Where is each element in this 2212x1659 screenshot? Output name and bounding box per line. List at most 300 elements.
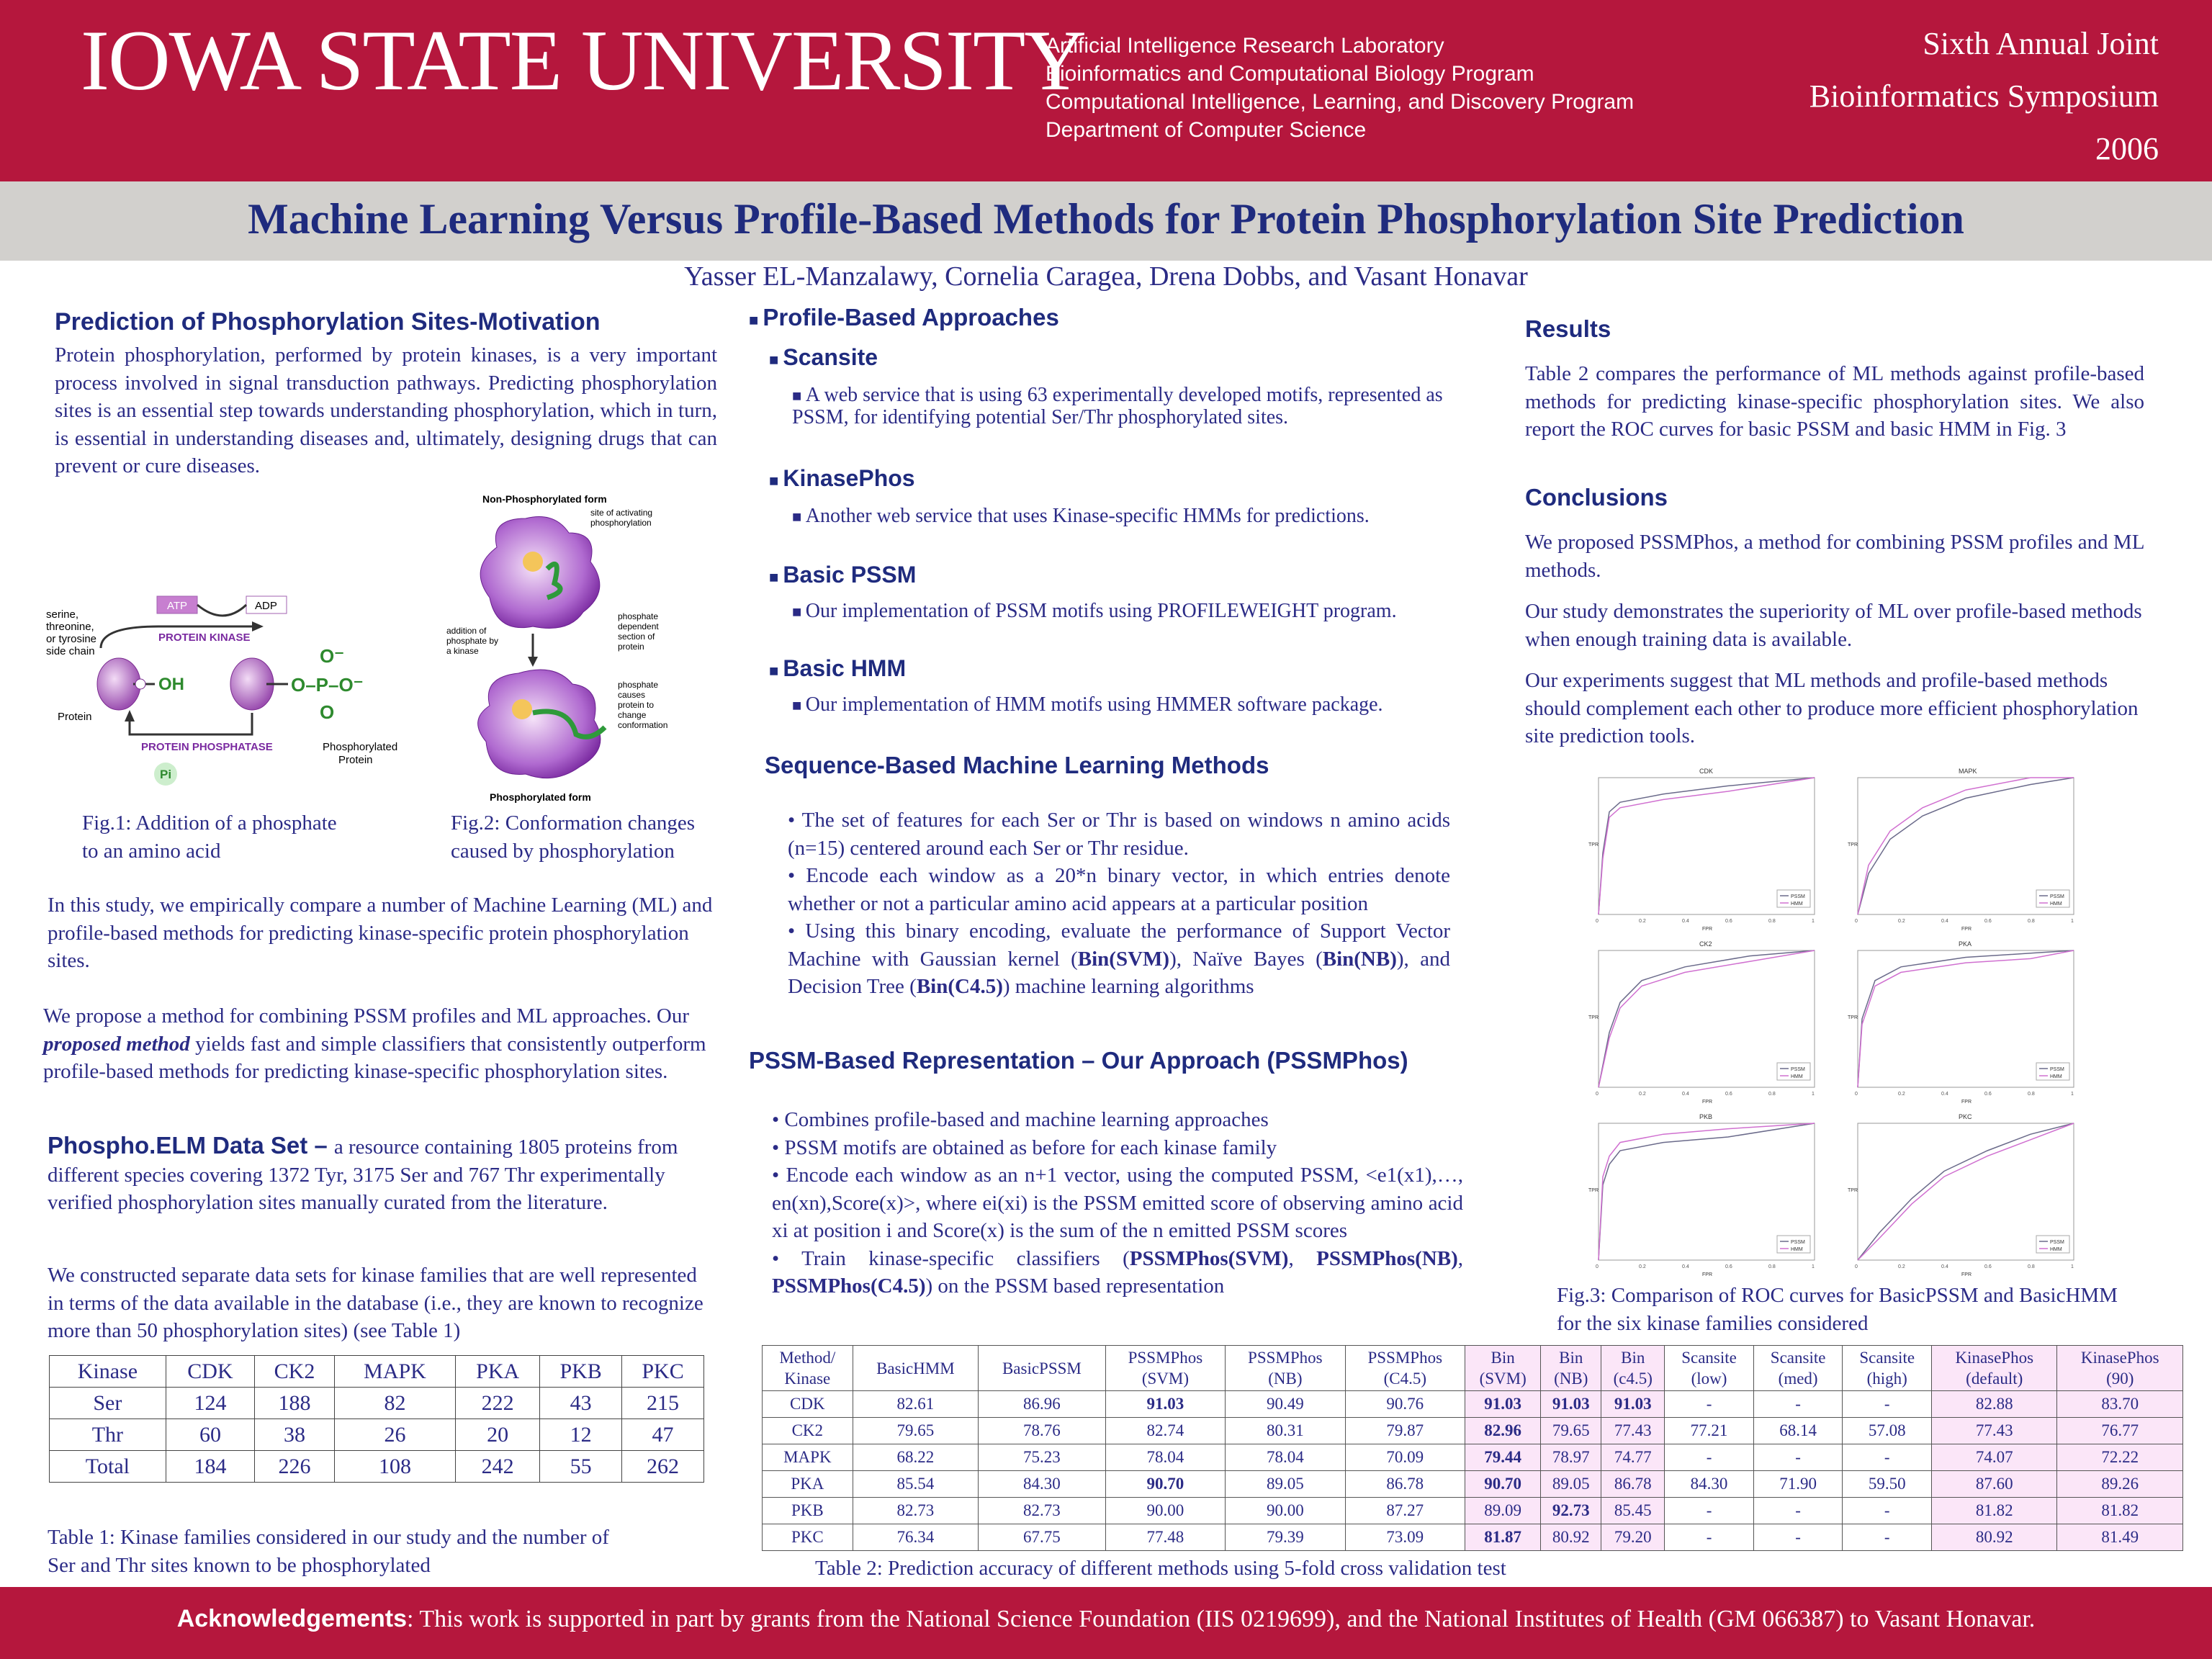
table1-caption (48, 1524, 609, 1579)
table-cell: 82.73 (979, 1498, 1106, 1524)
bullet-icon: ■ (769, 662, 783, 680)
bullet-text: ), Naïve Bayes ( (1169, 947, 1323, 971)
roc-x-label: FPR (1961, 1100, 1972, 1105)
roc-x-tick: 0.6 (1984, 919, 1992, 924)
roc-x-tick: 0.8 (2028, 1264, 2035, 1269)
roc-x-tick: 0.4 (1682, 1092, 1689, 1097)
proposal-text (43, 1002, 727, 1086)
table-cell: - (1665, 1524, 1754, 1551)
table-header: MAPK (334, 1356, 455, 1388)
table-row (763, 1498, 2183, 1524)
adp-label: ADP (255, 600, 277, 612)
table-cell: 80.92 (1932, 1524, 2057, 1551)
basic-pssm-heading (769, 562, 916, 588)
affiliation: Artificial Intelligence Research Laboratory (1046, 34, 1444, 58)
header-line: Scansite (1770, 1349, 1826, 1367)
proposal-part: yields fast and simple classifiers that consistently outperform profile-based methods for predicting kinase-specific phosphorylation sites. (43, 1032, 706, 1083)
roc-legend-label: PSSM (2050, 1067, 2064, 1072)
roc-legend-label: PSSM (1791, 1067, 1805, 1072)
table-cell: 81.87 (1465, 1524, 1541, 1551)
profile-based-heading (749, 304, 1059, 331)
bullet-text: Our implementation of PSSM motifs using PROFILEWEIGHT program. (805, 600, 1397, 622)
roc-x-tick: 1 (2071, 1092, 2074, 1097)
table-cell: 84.30 (1665, 1471, 1754, 1498)
table-cell: 188 (255, 1388, 335, 1419)
addition-label: addition of phosphate by a kinase (446, 626, 499, 656)
bullet-item: • Train kinase-specific classifiers (PSSMPhos(SVM), PSSMPhos(NB), PSSMPhos(C4.5)) on the PSSM based representation (772, 1246, 1463, 1298)
ack-label: Acknowledgements (176, 1605, 408, 1632)
header-line: Scansite (1859, 1349, 1915, 1367)
header-line: Kinase (784, 1370, 831, 1388)
bullet-text: A web service that is using 63 experimentally developed motifs, represented as PSSM, for identifying potential Ser/Thr phosphorylated sites. (792, 384, 1443, 428)
table-cell: 90.00 (1105, 1498, 1225, 1524)
table-cell: 242 (456, 1451, 540, 1483)
bullet-text: PSSM motifs are obtained as before for each kinase family (784, 1136, 1277, 1159)
roc-y-label: TPR (1588, 842, 1599, 848)
table-cell: 71.90 (1753, 1471, 1843, 1498)
roc-x-tick: 1 (1812, 1264, 1815, 1269)
table-cell: - (1753, 1524, 1843, 1551)
method-name: Bin(C4.5) (916, 975, 1003, 998)
table-cell: 86.78 (1601, 1471, 1665, 1498)
table-header (1932, 1346, 2057, 1391)
table-cell: Thr (50, 1419, 166, 1451)
lab-affiliations (1046, 32, 1634, 144)
roc-x-tick: 0.6 (1984, 1264, 1992, 1269)
roc-x-tick: 0.4 (1682, 1264, 1689, 1269)
bullet-icon: ■ (769, 351, 783, 369)
table-header (1753, 1346, 1843, 1391)
kinasephos-text (792, 505, 1455, 528)
header-line: KinasePhos (1955, 1349, 2034, 1367)
table-cell: PKA (763, 1471, 853, 1498)
table-cell: 77.43 (1601, 1418, 1665, 1444)
table-cell: - (1665, 1391, 1754, 1418)
roc-legend-label: HMM (1791, 902, 1803, 907)
table-cell: 82.88 (1932, 1391, 2057, 1418)
heading-text: Profile-Based Approaches (763, 304, 1059, 331)
table-cell: 81.49 (2057, 1524, 2183, 1551)
motivation-text: Protein phosphorylation, performed by protein kinases, is a very important process involved in signal transduction pathways. Predicting phosphorylation sites is an essential step towards understanding phosphorylation, which in turn, is essential in understanding diseases and, ultimately, designing drugs that can prevent or cure diseases. (55, 343, 717, 477)
table-cell: 79.65 (1541, 1418, 1601, 1444)
bullet-item: • PSSM motifs are obtained as before for each kinase family (772, 1136, 1277, 1159)
roc-x-tick: 1 (2071, 1264, 2074, 1269)
phosphate-group: O–P–O⁻ (291, 674, 364, 696)
site-label: site of activating phosphorylation (590, 508, 653, 528)
roc-legend-label: PSSM (2050, 894, 2064, 899)
bullet-item: • The set of features for each Ser or Thr is based on windows n amino acids (n=15) centered around each Ser or Thr residue. (788, 809, 1450, 860)
table-cell: 43 (540, 1388, 622, 1419)
table-cell: 78.97 (1541, 1444, 1601, 1471)
roc-x-label: FPR (1702, 1100, 1712, 1105)
sequence-ml-bullets (788, 806, 1450, 1001)
roc-panel-title: CK2 (1699, 940, 1712, 948)
table-cell: 76.34 (853, 1524, 978, 1551)
table-cell: 85.54 (853, 1471, 978, 1498)
table-cell: 124 (166, 1388, 254, 1419)
header-line: (SVM) (1479, 1370, 1527, 1388)
roc-x-tick: 0.2 (1898, 919, 1905, 924)
table-header-row (763, 1346, 2183, 1391)
table-cell: MAPK (763, 1444, 853, 1471)
header-line: BasicPSSM (1002, 1359, 1082, 1377)
roc-panel-title: PKA (1959, 940, 1972, 948)
caption-line: for the six kinase families considered (1557, 1311, 1869, 1335)
table-cell: - (1843, 1444, 1932, 1471)
roc-x-tick: 0.2 (1898, 1092, 1905, 1097)
university-logo: IOWA STATE UNIVERSITY (81, 12, 1085, 108)
table-header (1345, 1346, 1465, 1391)
table-cell: 90.00 (1226, 1498, 1345, 1524)
table-cell: CK2 (763, 1418, 853, 1444)
table-cell: 86.78 (1345, 1471, 1465, 1498)
ack-text: : This work is supported in part by grants from the National Science Foundation (IIS 0219699), and the National Institutes of Health (GM 066387) to Vasant Honavar. (407, 1606, 2036, 1632)
table-cell: 78.04 (1105, 1444, 1225, 1471)
poster-title: Machine Learning Versus Profile-Based Methods for Protein Phosphorylation Site Prediction (248, 195, 1964, 243)
bullet-text: Another web service that uses Kinase-specific HMMs for predictions. (805, 505, 1370, 527)
roc-x-tick: 0.8 (2028, 919, 2035, 924)
table-cell: 89.09 (1465, 1498, 1541, 1524)
roc-x-tick: 0.2 (1639, 1092, 1646, 1097)
caption-line: Ser and Thr sites known to be phosphorylated (48, 1553, 431, 1577)
table-cell: 55 (540, 1451, 622, 1483)
roc-x-tick: 0.8 (1768, 919, 1776, 924)
roc-x-tick: 0 (1855, 1092, 1858, 1097)
roc-x-label: FPR (1702, 927, 1712, 932)
table-cell: 78.76 (979, 1418, 1106, 1444)
bullet-item: • Combines profile-based and machine learning approaches (772, 1108, 1269, 1131)
study-text: In this study, we empirically compare a number of Machine Learning (ML) and profile-based methods for predicting kinase-specific protein phosphorylation sites. (48, 894, 713, 972)
kinase-families-table (49, 1355, 704, 1483)
roc-x-tick: 0.6 (1725, 1264, 1732, 1269)
method-name: PSSMPhos(SVM) (1129, 1246, 1289, 1270)
header-line: (low) (1691, 1370, 1727, 1388)
roc-x-tick: 0.4 (1941, 1092, 1948, 1097)
pssmphos-bullets (772, 1106, 1463, 1300)
bullet-icon: ■ (792, 387, 806, 405)
method-name: PSSMPhos(C4.5) (772, 1274, 926, 1298)
header-line: Bin (1559, 1349, 1583, 1367)
header-line: Bin (1621, 1349, 1645, 1367)
table-cell: 92.73 (1541, 1498, 1601, 1524)
table2-caption: Table 2: Prediction accuracy of different methods using 5-fold cross validation test (815, 1557, 1506, 1580)
results-heading: Results (1525, 315, 1611, 342)
table-cell: 82.61 (853, 1391, 978, 1418)
caption-line: Fig.1: Addition of a phosphate (82, 811, 337, 835)
proposal-emphasis: proposed method (43, 1032, 190, 1056)
phospho-elm-text (48, 1132, 717, 1217)
roc-y-label: TPR (1848, 1015, 1858, 1020)
nonphosphorylated-label: Non-Phosphorylated form (482, 493, 607, 505)
header-line: (c4.5) (1613, 1370, 1653, 1388)
roc-x-tick: 0.8 (2028, 1092, 2035, 1097)
phosphatase-label: PROTEIN PHOSPHATASE (141, 741, 273, 753)
header-line: (90) (2106, 1370, 2134, 1388)
fig2-caption (451, 809, 695, 865)
table-cell: 90.70 (1105, 1471, 1225, 1498)
table-header (853, 1346, 978, 1391)
table-cell: 215 (622, 1388, 704, 1419)
bullet-icon: ■ (792, 508, 806, 526)
table-cell: CDK (763, 1391, 853, 1418)
table-cell: - (1843, 1498, 1932, 1524)
symposium-year: 2006 (2095, 131, 2159, 166)
table-header (1541, 1346, 1601, 1391)
heading-text: Basic HMM (783, 655, 907, 681)
table-cell: 82 (334, 1388, 455, 1419)
table-cell: 68.22 (853, 1444, 978, 1471)
header-line: Method/ (779, 1349, 836, 1367)
table-cell: 74.07 (1932, 1444, 2057, 1471)
table-row (763, 1391, 2183, 1418)
roc-x-label: FPR (1961, 1272, 1972, 1277)
pssmphos-heading: PSSM-Based Representation – Our Approach (PSSMPhos) (749, 1047, 1408, 1074)
affiliation: Department of Computer Science (1046, 118, 1367, 142)
bullet-text: Encode each window as a 20*n binary vector, in which entries denote whether or not a particular amino acid appears at a particular position (788, 864, 1450, 915)
table-cell: 81.82 (2057, 1498, 2183, 1524)
table-cell: 82.73 (853, 1498, 978, 1524)
symposium-line: Sixth Annual Joint (1923, 26, 2159, 61)
caption-line: Fig.2: Conformation changes (451, 811, 696, 835)
bullet-text: ) machine learning algorithms (1002, 975, 1254, 998)
roc-x-tick: 0.4 (1941, 919, 1948, 924)
table-row (763, 1524, 2183, 1551)
conclusion-paragraph: Our study demonstrates the superiority of ML over profile-based methods when enough training data is available. (1525, 600, 2142, 651)
table-cell: - (1665, 1498, 1754, 1524)
bullet-text: Encode each window as an n+1 vector, using the computed PSSM, <e1(x1),…, en(xn),Score(x)>, where ei(xi) is the PSSM emitted score of observing amino acid xi at position i and Score(x) is the sum of the n emitted PSSM scores (772, 1164, 1463, 1242)
method-name: Bin(NB) (1322, 947, 1397, 971)
bullet-icon: ■ (749, 311, 763, 329)
table-cell: 77.48 (1105, 1524, 1225, 1551)
side-chain-label: serine, threonine, or tyrosine side chain (46, 608, 97, 657)
table-cell: - (1753, 1498, 1843, 1524)
table-cell: 89.26 (2057, 1471, 2183, 1498)
table-cell: 82.96 (1465, 1418, 1541, 1444)
header-line: BasicHMM (876, 1359, 955, 1377)
oh-label: OH (158, 675, 184, 694)
table-cell: PKB (763, 1498, 853, 1524)
acknowledgements (0, 1605, 2212, 1633)
table-cell: 38 (255, 1419, 335, 1451)
results-text: Table 2 compares the performance of ML methods against profile-based methods for predicting kinase-specific phosphorylation sites. We also report the ROC curves for basic PSSM and basic HMM in Fig. 3 (1525, 362, 2144, 441)
atp-arrow (197, 605, 246, 616)
roc-x-tick: 0 (1596, 919, 1599, 924)
roc-legend-label: HMM (1791, 1247, 1803, 1252)
roc-x-tick: 0.6 (1725, 919, 1732, 924)
table-row (50, 1388, 704, 1419)
bullet-icon: ■ (792, 603, 806, 621)
phosphate-site (523, 552, 543, 572)
table-header (1843, 1346, 1932, 1391)
table-cell: 90.70 (1465, 1471, 1541, 1498)
table-cell: 60 (166, 1419, 254, 1451)
table-cell: 77.21 (1665, 1418, 1754, 1444)
basic-hmm-heading (769, 655, 906, 682)
table-cell: 72.22 (2057, 1444, 2183, 1471)
table-cell: 222 (456, 1388, 540, 1419)
roc-legend-label: HMM (1791, 1074, 1803, 1079)
symposium-line: Bioinformatics Symposium (1809, 78, 2159, 114)
caption-line: caused by phosphorylation (451, 839, 675, 863)
table-cell: 184 (166, 1451, 254, 1483)
table-header (1601, 1346, 1665, 1391)
table-cell: 84.30 (979, 1471, 1106, 1498)
atp-label: ATP (167, 600, 188, 612)
table-row (50, 1419, 704, 1451)
table-cell: 26 (334, 1419, 455, 1451)
roc-x-tick: 0 (1855, 1264, 1858, 1269)
table-header: CK2 (255, 1356, 335, 1388)
header-line: Bin (1491, 1349, 1515, 1367)
roc-y-label: TPR (1848, 842, 1858, 848)
table-cell: Total (50, 1451, 166, 1483)
table-cell: 82.74 (1105, 1418, 1225, 1444)
table-cell: 47 (622, 1419, 704, 1451)
table-cell: 83.70 (2057, 1391, 2183, 1418)
protein-shape-bottom (478, 670, 601, 778)
table-cell: 77.43 (1932, 1418, 2057, 1444)
scansite-heading (769, 344, 878, 371)
header-line: (high) (1866, 1370, 1907, 1388)
table-cell: 87.60 (1932, 1471, 2057, 1498)
roc-legend-label: PSSM (1791, 1240, 1805, 1245)
header-line: (NB) (1554, 1370, 1588, 1388)
table-cell: - (1753, 1391, 1843, 1418)
dependent-label: phosphate dependent section of protein (618, 611, 659, 652)
header-line: PSSMPhos (1128, 1349, 1203, 1367)
roc-y-label: TPR (1588, 1188, 1599, 1193)
roc-legend-label: HMM (2050, 1247, 2062, 1252)
roc-x-tick: 0.8 (1768, 1092, 1776, 1097)
heading-text: Scansite (783, 344, 878, 370)
bullet-item: • Using this binary encoding, evaluate the performance of Support Vector Machine with Gaussian kernel (Bin(SVM)), Naïve Bayes (Bin(NB)), and Decision Tree (Bin(C4.5)) machine learning algorithms (788, 920, 1451, 998)
bullet-text: ) on the PSSM based representation (925, 1274, 1225, 1298)
roc-legend-label: PSSM (1791, 894, 1805, 899)
roc-y-label: TPR (1588, 1015, 1599, 1020)
table-cell: Ser (50, 1388, 166, 1419)
caption-line: Fig.3: Comparison of ROC curves for BasicPSSM and BasicHMM (1557, 1284, 2118, 1307)
table-cell: 90.49 (1226, 1391, 1345, 1418)
method-name: PSSMPhos(NB) (1316, 1246, 1458, 1270)
fig1-caption (82, 809, 337, 865)
table-header (1105, 1346, 1225, 1391)
bullet-text: ), and Decision Tree ( (788, 947, 1450, 998)
table-header (979, 1346, 1106, 1391)
kinase-label: PROTEIN KINASE (158, 631, 251, 644)
table-cell: 81.82 (1932, 1498, 2057, 1524)
table-cell: 76.77 (2057, 1418, 2183, 1444)
table-cell: 73.09 (1345, 1524, 1465, 1551)
caption-line: Table 1: Kinase families considered in our study and the number of (48, 1526, 609, 1549)
table-cell: 108 (334, 1451, 455, 1483)
table-cell: 262 (622, 1451, 704, 1483)
causes-label: phosphate causes protein to change conformation (618, 680, 668, 730)
table-cell: 74.77 (1601, 1444, 1665, 1471)
roc-legend-label: HMM (2050, 1074, 2062, 1079)
table-header (2057, 1346, 2183, 1391)
table-cell: 12 (540, 1419, 622, 1451)
table-cell: 20 (456, 1419, 540, 1451)
table-cell: 70.09 (1345, 1444, 1465, 1471)
table-cell: 90.76 (1345, 1391, 1465, 1418)
roc-x-tick: 0 (1855, 919, 1858, 924)
table-cell: 91.03 (1105, 1391, 1225, 1418)
roc-x-label: FPR (1702, 1272, 1712, 1277)
conclusions-heading: Conclusions (1525, 484, 1668, 511)
table-cell: - (1665, 1444, 1754, 1471)
table-cell: 86.96 (979, 1391, 1106, 1418)
table-cell: 91.03 (1541, 1391, 1601, 1418)
bullet-text: Our implementation of HMM motifs using HMMER software package. (805, 693, 1383, 716)
basic-pssm-text (792, 601, 1455, 623)
table-header (1226, 1346, 1345, 1391)
table-cell: 89.05 (1541, 1471, 1601, 1498)
fig3-caption (1557, 1282, 2118, 1337)
table-cell: 79.39 (1226, 1524, 1345, 1551)
table-cell: 226 (255, 1451, 335, 1483)
affiliation: Bioinformatics and Computational Biology Program (1046, 62, 1534, 86)
bullet-text: The set of features for each Ser or Thr is based on windows n amino acids (n=15) centered around each Ser or Thr residue. (788, 809, 1450, 860)
bullet-icon: ■ (792, 696, 806, 714)
symposium-name (1809, 17, 2159, 175)
roc-x-tick: 1 (1812, 919, 1815, 924)
conclusion-paragraph: We proposed PSSMPhos, a method for combining PSSM profiles and ML methods. (1525, 531, 2144, 582)
header-line: (C4.5) (1383, 1370, 1426, 1388)
table-cell: 75.23 (979, 1444, 1106, 1471)
protein-label: Protein (58, 711, 92, 723)
basic-hmm-text (792, 694, 1455, 716)
table-cell: - (1753, 1444, 1843, 1471)
phospho-elm-desc: a resource containing 1805 proteins from different species covering 1372 Tyr, 3175 Ser and 767 Thr experimentally verified phosphorylation sites manually curated from the literature. (48, 1136, 678, 1214)
bullet-icon: ■ (769, 472, 783, 490)
phosphorylation-diagram (43, 583, 403, 799)
table-header: PKB (540, 1356, 622, 1388)
table-row (50, 1451, 704, 1483)
table-header: Kinase (50, 1356, 166, 1388)
table-cell: - (1843, 1524, 1932, 1551)
header-line: (med) (1778, 1370, 1818, 1388)
table-cell: 79.44 (1465, 1444, 1541, 1471)
phosphatase-arrow (130, 713, 252, 734)
table-cell: 80.92 (1541, 1524, 1601, 1551)
header-line: PSSMPhos (1367, 1349, 1443, 1367)
proposal-part: We propose a method for combining PSSM profiles and ML approaches. Our (43, 1004, 690, 1028)
table-cell: 67.75 (979, 1524, 1106, 1551)
accuracy-table (762, 1345, 2183, 1551)
method-name: Bin(SVM) (1077, 947, 1170, 971)
roc-legend-label: PSSM (2050, 1240, 2064, 1245)
table-row (763, 1471, 2183, 1498)
roc-x-tick: 0 (1596, 1092, 1599, 1097)
bullet-text: Using this binary encoding, evaluate the performance of Support Vector Machine with Gaussian kernel ( (788, 920, 1451, 971)
roc-x-tick: 0.2 (1639, 919, 1646, 924)
protein-shape-top (480, 517, 600, 629)
table-cell: 79.65 (853, 1418, 978, 1444)
scansite-text (792, 385, 1455, 428)
table-row (763, 1418, 2183, 1444)
heading-text: KinasePhos (783, 465, 915, 491)
table-cell: 85.45 (1601, 1498, 1665, 1524)
table-header: CDK (166, 1356, 254, 1388)
roc-legend-label: HMM (2050, 902, 2062, 907)
affiliation: Computational Intelligence, Learning, and Discovery Program (1046, 90, 1635, 114)
roc-x-tick: 0.6 (1984, 1092, 1992, 1097)
table-cell: 79.20 (1601, 1524, 1665, 1551)
table-header (763, 1346, 853, 1391)
table-cell: 68.14 (1753, 1418, 1843, 1444)
table-cell: 79.87 (1345, 1418, 1465, 1444)
roc-x-tick: 0.8 (1768, 1264, 1776, 1269)
